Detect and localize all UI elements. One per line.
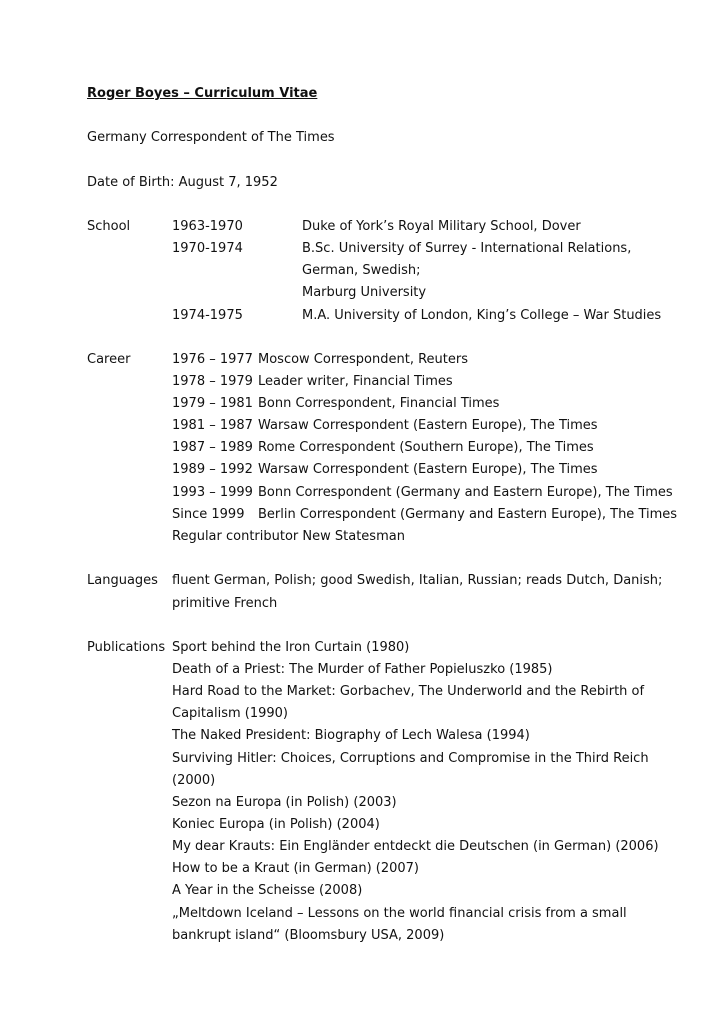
career-years: 1979 – 1981 [172,396,253,411]
career-years: 1987 – 1989 [172,440,253,455]
career-years: 1978 – 1979 [172,374,253,389]
school-detail: Duke of York’s Royal Military School, Dover [302,219,581,234]
publication-line: Surviving Hitler: Choices, Corruptions and Compromise in the Third Reich [172,751,649,766]
career-role: Moscow Correspondent, Reuters [258,352,468,367]
career-years: 1981 – 1987 [172,418,253,433]
publication-line: How to be a Kraut (in German) (2007) [172,861,420,876]
career-years: 1989 – 1992 [172,462,253,477]
languages-label: Languages [87,573,158,588]
career-role: Berlin Correspondent (Germany and Eastern Europe), The Times [258,507,678,522]
publication-line: „Meltdown Iceland – Lessons on the world financial crisis from a small [172,906,627,921]
publication-line: My dear Krauts: Ein Engländer entdeckt die Deutschen (in German) (2006) [172,839,659,854]
languages-line: primitive French [172,596,278,611]
career-role: Warsaw Correspondent (Eastern Europe), The Times [258,418,598,433]
publication-line: Death of a Priest: The Murder of Father Popieluszko (1985) [172,662,553,677]
publication-line: Sezon na Europa (in Polish) (2003) [172,795,397,810]
school-detail: German, Swedish; [302,263,421,278]
school-detail: M.A. University of London, King’s College – War Studies [302,308,662,323]
publication-line: (2000) [172,773,216,788]
career-years: Since 1999 [172,507,245,522]
publications-label: Publications [87,640,166,655]
career-role: Bonn Correspondent (Germany and Eastern Europe), The Times [258,485,673,500]
publication-line: A Year in the Scheisse (2008) [172,883,363,898]
school-years: 1974-1975 [172,308,243,323]
publication-line: Koniec Europa (in Polish) (2004) [172,817,380,832]
career-role: Warsaw Correspondent (Eastern Europe), The Times [258,462,598,477]
school-detail: Marburg University [302,285,427,300]
publication-line: The Naked President: Biography of Lech Walesa (1994) [172,728,530,743]
publication-line: Capitalism (1990) [172,706,288,721]
career-role: Rome Correspondent (Southern Europe), The Times [258,440,594,455]
career-label: Career [87,352,131,367]
career-years: 1993 – 1999 [172,485,253,500]
school-years: 1963-1970 [172,219,243,234]
birth-line: Date of Birth: August 7, 1952 [87,175,278,190]
publication-line: bankrupt island“ (Bloomsbury USA, 2009) [172,928,445,943]
publication-line: Hard Road to the Market: Gorbachev, The Underworld and the Rebirth of [172,684,645,699]
publication-line: Sport behind the Iron Curtain (1980) [172,640,410,655]
position-line: Germany Correspondent of The Times [87,130,335,145]
career-role: Leader writer, Financial Times [258,374,453,389]
document-title: Roger Boyes – Curriculum Vitae [87,86,318,101]
career-extra: Regular contributor New Statesman [172,529,405,544]
career-years: 1976 – 1977 [172,352,253,367]
career-role: Bonn Correspondent, Financial Times [258,396,500,411]
languages-line: fluent German, Polish; good Swedish, Italian, Russian; reads Dutch, Danish; [172,573,663,588]
school-years: 1970-1974 [172,241,243,256]
school-detail: B.Sc. University of Surrey - International Relations, [302,241,632,256]
school-label: School [87,219,131,234]
